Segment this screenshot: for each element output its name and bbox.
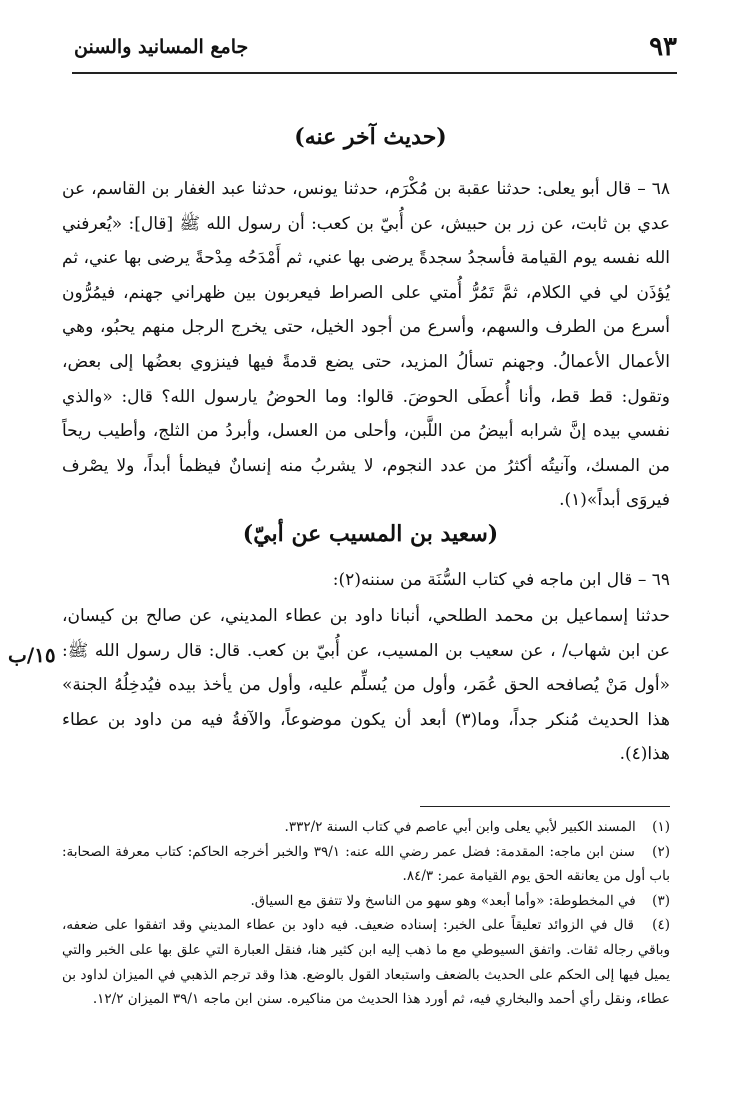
footnote (62, 913, 670, 1011)
hadith-68-paragraph: ٦٨ – قال أبو يعلى: حدثنا عقبة بن مُكْرَم، حدثنا يونس، حدثنا عبد الغفار بن القاسم، عن عدي بن ثابت، عن زر بن حبيش، عن أُبيّ بن كعب: أن رسول الله ﷺ [قال]: «يُعرفني الله نفسه يوم القيامة فأسجدُ سجدةً يرضى بها عني، ثم أَمْدَحُه مِدْحةً يرضى بها عني، ثم يُؤذَن لي في الكلام، ثمَّ تَمُرُّ أُمتي على الصراط فيعربون بين ظهراني جهنم، فيمُرُّون أسرع من الطرف والسهم، وأسرع من أجود الخيل، حتى يخرج الرجل منهم يحبُو، وهي الأعمال الأعمالُ. وجهنم تسألُ المزيد، حتى يضع قدمةً فيها فينزوي بعضُها إلى بعض، وتقول: قط قط، وأنا أُعطَى الحوضَ. قالوا: وما الحوضُ يارسول الله؟ قال: «والذي نفسي بيده إنَّ شرابه أبيضُ من اللَّبن، وأحلى من العسل، وأبردُ من الثلج، وأطيب ريحاً من المسك، وآنيتُه أكثرُ من عدد النجوم، لا يشربُ منه إنسانٌ فيظمأ أبداً، ولا يصْرف فيروَى أبداً»(١). (62, 179, 670, 511)
section-heading-said-bin-musayyib: (سعيد بن المسيب عن أبيّ) (242, 521, 499, 547)
footnote-divider (420, 806, 670, 807)
footnote-text: قال في الزوائد تعليقاً على الخبر: إسناده ضعيف. فيه داود بن عطاء المديني وقد اتفقوا على ضعفه، وباقي رجاله ثقات. واتفق السيوطي مع ما ذهب إليه ابن كثير هنا، فنقل العبارة التي علق بها على الخبر والتي يميل فيها إلى الحكم على الحديث بالضعف واستبعاد القول بالوضع. هذا وقد ترجم الذهبي في الميزان لداود بن عطاء، ونقل رأي أحمد والبخاري فيه، ثم أورد هذا الحديث من مناكيره. سنن ابن ماجه ٣٩/١ الميزان ١٢/٢. (62, 917, 670, 1008)
footnote (62, 889, 670, 914)
footnote (62, 840, 670, 889)
footnote-text: سنن ابن ماجه: المقدمة: فضل عمر رضي الله عنه: ٣٩/١ والخبر أخرجه الحاكم: كتاب معرفة الصحابة: باب أول من يعانقه الحق يوم القيامة عمر: ٨٤/٣. (62, 843, 670, 885)
hadith-69-paragraph: حدثنا إسماعيل بن محمد الطلحي، أنبانا داود بن عطاء المديني، عن صالح بن كيسان، عن ابن شهاب/ ، عن سعيب بن المسيب، عن أُبيّ بن كعب. قال: قال رسول الله ﷺ: «أول مَنْ يُصافحه الحق عُمَر، وأول من يُسلِّم عليه، وأول من يأخذ بيده فيُدخِلُهُ الجنة» هذا الحديث مُنكر جداً، وما(٣) أبعد أن يكون موضوعاً، والآفةُ فيه من داود بن عطاء هذا(٤). (62, 606, 670, 765)
footnotes (62, 815, 670, 1012)
footnote-number: (٤) (652, 917, 670, 934)
footnote-text: المسند الكبير لأبي يعلى وابن أبي عاصم في كتاب السنة ٣٣٢/٢. (284, 819, 636, 835)
footnote-number: (٢) (652, 843, 670, 860)
manuscript-folio-marker: ١٥/ب (8, 643, 56, 667)
running-title: جامع المسانيد والسنن (74, 36, 249, 58)
footnote-text: في المخطوطة: «وأما أبعد» وهو سهو من الناسخ ولا تتفق مع السياق. (250, 892, 636, 909)
footnote-number: (٣) (652, 892, 670, 909)
hadith-69-intro: ٦٩ – قال ابن ماجه في كتاب السُّنَة من سننه(٢): (332, 570, 670, 590)
footnote-number: (١) (652, 819, 670, 835)
section-heading-hadith-akhar: (حديث آخر عنه) (294, 124, 447, 150)
page-header (72, 28, 677, 74)
page-number: ٩٣ (649, 32, 677, 62)
footnote (62, 815, 670, 840)
